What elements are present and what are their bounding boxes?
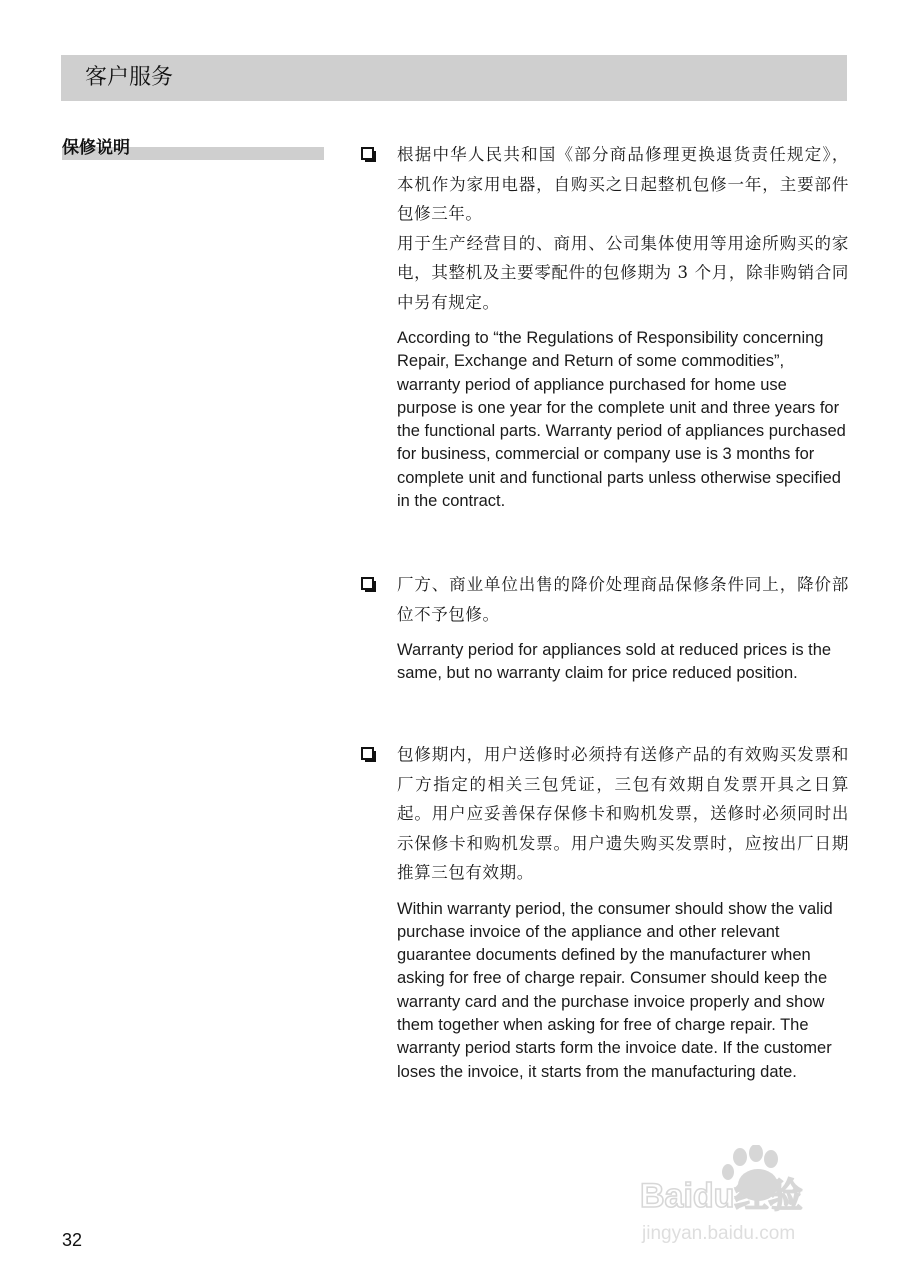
watermark-url-text: jingyan.baidu.com (642, 1223, 796, 1244)
zh-paragraph: 包修期内，用户送修时必须持有送修产品的有效购买发票和厂方指定的相关三包凭证，三包有效期自发票开具之日算起。用户应妥善保存保修卡和购机发票，送修时必须同时出示保修卡和购机发票。用户遗失购买发票时，应按出厂日期推算三包有效期。 (397, 745, 849, 882)
zh-paragraph: 厂方、商业单位出售的降价处理商品保修条件同上，降价部位不予包修。 (397, 575, 849, 624)
zh-paragraph: 用于生产经营目的、商用、公司集体使用等用途所购买的家电，其整机及主要零配件的包修期为 3 个月，除非购销合同中另有规定。 (397, 233, 849, 312)
checkbox-icon (361, 577, 374, 590)
en-paragraph: Within warranty period, the consumer should show the valid purchase invoice of the appliance and other relevant guarantee documents defined by the manufacturer when asking for free of charge repair. Consumer should keep the warranty card and the purchase invoice properly and show them together when asking for free of charge repair. The warranty period starts form the invoice date. If the customer loses the invoice, it starts from the manufacturing date. (397, 899, 833, 1081)
header-bar (61, 55, 847, 101)
page-title: 客户服务 (85, 65, 174, 90)
en-paragraph: Warranty period for appliances sold at reduced prices is the same, but no warranty claim for price reduced position. (397, 641, 832, 683)
page-number: 32 (62, 1230, 83, 1250)
warranty-item-3 (358, 740, 850, 1084)
watermark-logo-text: Baidu经验 (640, 1177, 803, 1215)
checkbox-icon (361, 747, 374, 760)
warranty-item-2 (358, 570, 850, 686)
section-heading-text: 保修说明 (62, 138, 130, 158)
section-heading (62, 136, 324, 162)
warranty-item-1 (358, 140, 850, 513)
en-paragraph: According to “the Regulations of Responsibility concerning Repair, Exchange and Return of some commodities”, warranty period of appliance purchased for home use purpose is one year for the complete unit and three years for the functional parts. Warranty period of appliances purchased for business, commercial or company use is 3 months for complete unit and functional parts unless otherwise specified in the contract. (397, 329, 846, 511)
zh-paragraph: 根据中华人民共和国《部分商品修理更换退货责任规定》，本机作为家用电器，自购买之日起整机包修一年，主要部件包修三年。 (397, 145, 849, 223)
baidu-watermark-logo (640, 1145, 850, 1275)
checkbox-icon (361, 147, 374, 160)
